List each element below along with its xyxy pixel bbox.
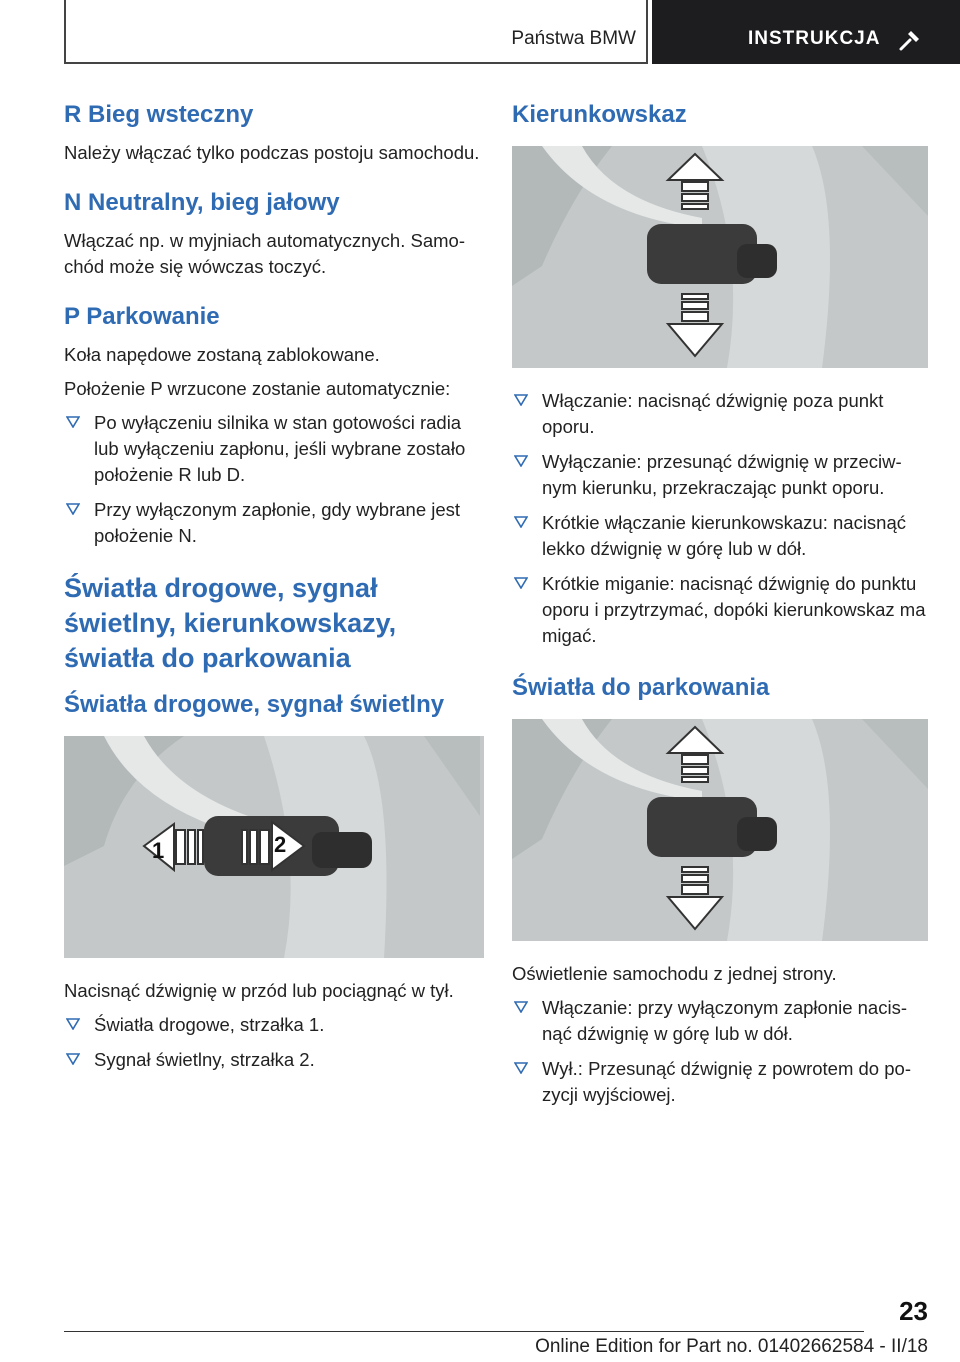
section-park	[64, 302, 484, 549]
turn-signal-list	[512, 388, 928, 649]
reverse-title: R Bieg wsteczny	[64, 101, 254, 128]
park-text-2: Położenie P wrzucone zostanie automatycznie:	[64, 378, 451, 399]
parking-lights-title: Światła do parkowania	[512, 674, 770, 701]
parking-lights-figure	[512, 719, 928, 941]
main-section-title: Światła drogowe, sygnał świetlny, kierunkowskazy, światła do parkowania	[64, 573, 397, 674]
list-item-text: Światła drogowe, strzałka 1.	[94, 1014, 325, 1036]
triangle-bullet-icon	[514, 1062, 528, 1074]
list-item-text: Włączanie: przy wyłączonym zapłonie nacisnąć dźwignię w górę lub w dół.	[542, 997, 908, 1044]
left-column	[64, 100, 484, 1082]
parking-lights-text: Oświetlenie samochodu z jednej strony.	[512, 963, 837, 984]
header-owner-label: Państwa BMW	[511, 28, 636, 49]
neutral-title: N Neutralny, bieg jałowy	[64, 189, 340, 216]
section-reverse	[64, 100, 484, 166]
list-item	[512, 1056, 928, 1108]
header-section-label: INSTRUKCJA	[748, 28, 881, 49]
list-item-text: Krótkie włączanie kierunkowskazu: nacisnąć lekko dźwignię w górę lub w dół.	[542, 512, 907, 559]
header-section-tab	[652, 0, 960, 64]
section-neutral	[64, 188, 484, 280]
list-item	[64, 497, 484, 549]
footer-divider	[64, 1331, 864, 1332]
right-column	[512, 100, 928, 1117]
park-title: P Parkowanie	[64, 303, 220, 330]
triangle-bullet-icon	[514, 1001, 528, 1013]
arrow-label-1: 1	[152, 838, 165, 864]
triangle-bullet-icon	[66, 416, 80, 428]
high-beam-title: Światła drogowe, sygnał świetlny	[64, 691, 445, 719]
triangle-bullet-icon	[514, 455, 528, 467]
list-item	[512, 510, 928, 562]
park-text-1: Koła napędowe zostaną zablokowane.	[64, 344, 380, 365]
header-owner-box	[64, 0, 648, 64]
turn-signal-figure	[512, 146, 928, 368]
triangle-bullet-icon	[514, 516, 528, 528]
triangle-bullet-icon	[66, 503, 80, 515]
tools-icon	[898, 28, 922, 52]
turn-signal-title: Kierunkowskaz	[512, 101, 687, 128]
triangle-bullet-icon	[66, 1053, 80, 1065]
high-beam-list	[64, 1012, 484, 1073]
list-item	[512, 995, 928, 1047]
high-beam-figure	[64, 736, 484, 958]
list-item	[512, 571, 928, 649]
list-item-text: Sygnał świetlny, strzałka 2.	[94, 1049, 315, 1071]
footer-edition: Online Edition for Part no. 01402662584 - II/18	[535, 1336, 928, 1357]
high-beam-text: Nacisnąć dźwignię w przód lub pociągnąć w tył.	[64, 980, 454, 1002]
list-item	[64, 410, 484, 488]
list-item	[512, 388, 928, 440]
list-item	[512, 449, 928, 501]
list-item-text: Krótkie miganie: nacisnąć dźwignię do punktu oporu i przytrzymać, dopóki kierunkowskaz ma migać.	[542, 573, 926, 646]
arrow-label-2: 2	[274, 832, 287, 858]
list-item-text: Po wyłączeniu silnika w stan gotowości radia lub wyłączeniu zapłonu, jeśli wybrane zostało położenie R lub D.	[94, 412, 466, 485]
page-number: 23	[899, 1296, 928, 1326]
list-item	[64, 1047, 484, 1073]
triangle-bullet-icon	[66, 1018, 80, 1030]
triangle-bullet-icon	[514, 394, 528, 406]
list-item-text: Wyłączanie: przesunąć dźwignię w przeciwnym kierunku, przekraczając punkt oporu.	[542, 451, 902, 498]
list-item-text: Włączanie: nacisnąć dźwignię poza punkt oporu.	[542, 390, 884, 437]
list-item-text: Wył.: Przesunąć dźwignię z powrotem do pozycji wyjściowej.	[542, 1058, 911, 1105]
reverse-text: Należy włączać tylko podczas postoju samochodu.	[64, 142, 480, 163]
triangle-bullet-icon	[514, 577, 528, 589]
list-item-text: Przy wyłączonym zapłonie, gdy wybrane jest położenie N.	[94, 499, 461, 546]
neutral-text: Włączać np. w myjniach automatycznych. Samochód może się wówczas toczyć.	[64, 230, 465, 277]
parking-lights-list	[512, 995, 928, 1108]
park-list	[64, 410, 484, 549]
list-item	[64, 1012, 484, 1038]
